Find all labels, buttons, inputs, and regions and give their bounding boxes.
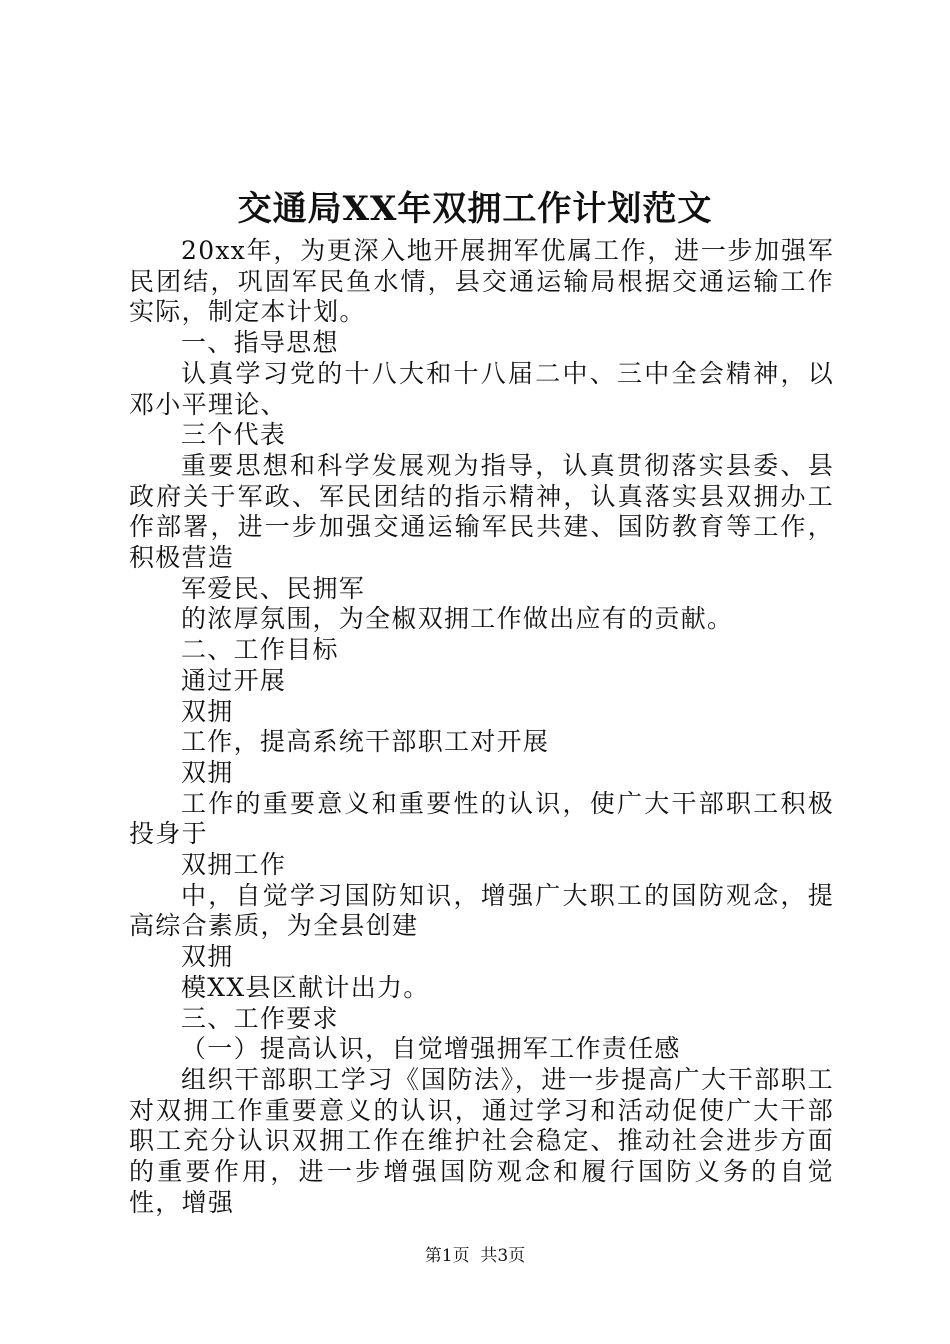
document-title: 交通局XX年双拥工作计划范文	[237, 189, 713, 229]
section-heading: 一、指导思想	[181, 328, 339, 358]
paragraph: 的浓厚氛围，为全椒双拥工作做出应有的贡献。	[181, 604, 734, 634]
paragraph: 组织干部职工学习《国防法》，进一步提高广大干部职工对双拥工作重要意义的认识，通过学习和活动促使广大干部职工充分认识双拥工作在维护社会稳定、推动社会进步方面的重要作用，进一步增强国防观念和履行国防义务的自觉性，增强	[129, 1064, 834, 1217]
paragraph: 中，自觉学习国防知识，增强广大职工的国防观念，提高综合素质，为全县创建	[129, 880, 834, 941]
paragraph: 重要思想和科学发展观为指导，认真贯彻落实县委、县政府关于军政、军民团结的指示精神，认真落实县双拥办工作部署，进一步加强交通运输军民共建、国防教育等工作，积极营造	[129, 450, 834, 573]
paragraph: 认真学习党的十八大和十八届二中、三中全会精神，以邓小平理论、	[129, 358, 834, 419]
section-heading: 二、工作目标	[181, 635, 339, 665]
subsection-heading: （一）提高认识，自觉增强拥军工作责任感	[181, 1034, 681, 1064]
paragraph: 通过开展	[181, 665, 287, 695]
paragraph: 模XX县区献计出力。	[181, 972, 430, 1002]
paragraph: 双拥工作	[181, 850, 287, 880]
section-heading: 三、工作要求	[181, 1003, 339, 1033]
document-body	[129, 236, 834, 1219]
paragraph: 工作，提高系统干部职工对开展	[181, 727, 550, 757]
paragraph: 工作的重要意义和重要性的认识，使广大干部职工积极投身于	[129, 788, 834, 849]
paragraph: 20xx年，为更深入地开展拥军优属工作，进一步加强军民团结，巩固军民鱼水情，县交通运输局根据交通运输工作实际，制定本计划。	[129, 236, 834, 327]
page-number-footer: 第1页 共3页	[424, 1246, 526, 1266]
paragraph: 军爱民、民拥军	[181, 573, 366, 603]
paragraph: 双拥	[181, 696, 234, 726]
paragraph: 双拥	[181, 942, 234, 972]
paragraph: 三个代表	[181, 420, 287, 450]
paragraph: 双拥	[181, 757, 234, 787]
